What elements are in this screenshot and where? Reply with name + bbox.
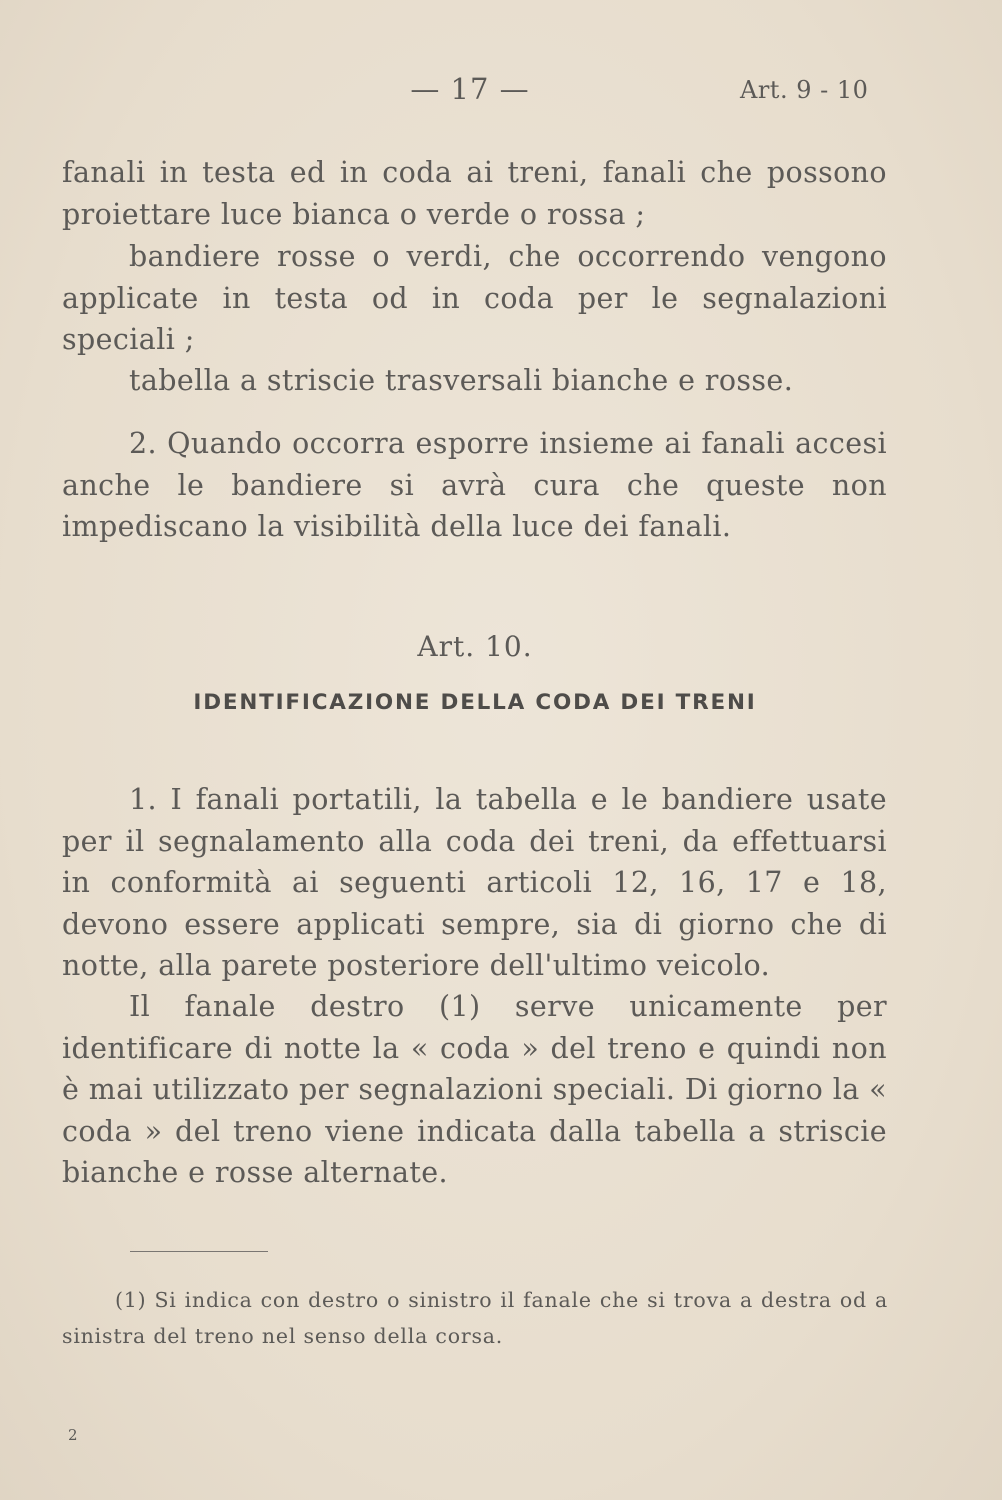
footnote: (1) Si indica con destro o sinistro il fanale che si trova a destra od a sinistra del treno nel senso della corsa. [62,1288,888,1348]
article-title: IDENTIFICAZIONE DELLA CODA DEI TRENI [193,690,757,715]
paragraph-2: 2. Quando occorra esporre insieme ai fanali accesi anche le bandiere si avrà cura che queste non impediscano la visibilità della luce dei fanali. [62,427,887,543]
list-item-tabella: tabella a striscie trasversali bianche e rosse. [129,364,794,397]
article-paragraph-2: Il fanale destro (1) serve unicamente per identificare di notte la « coda » del treno e quindi non è mai utilizzato per segnalazioni speciali. Di giorno la « coda » del treno viene indicata dalla tabella a striscie bianche e rosse alternate. [62,990,887,1189]
footnote-divider [130,1251,268,1252]
page-number: — 17 — [410,72,530,106]
article-number: Art. 10. [417,630,533,663]
running-header-article-ref: Art. 9 - 10 [740,76,869,104]
article-paragraph-1: 1. I fanali portatili, la tabella e le bandiere usate per il segnalamento alla coda dei treni, da effettuarsi in conformità ai seguenti articoli 12, 16, 17 e 18, devono essere applicati sempre, sia di giorno che di notte, alla parete posteriore dell'ultimo veicolo. [62,783,887,982]
list-item-fanali: fanali in testa ed in coda ai treni, fanali che possono proiettare luce bianca o verde o rossa ; [62,156,887,231]
printer-signature-mark: 2 [68,1426,78,1444]
list-item-bandiere: bandiere rosse o verdi, che occorrendo vengono applicate in testa od in coda per le segnalazioni speciali ; [62,240,887,356]
